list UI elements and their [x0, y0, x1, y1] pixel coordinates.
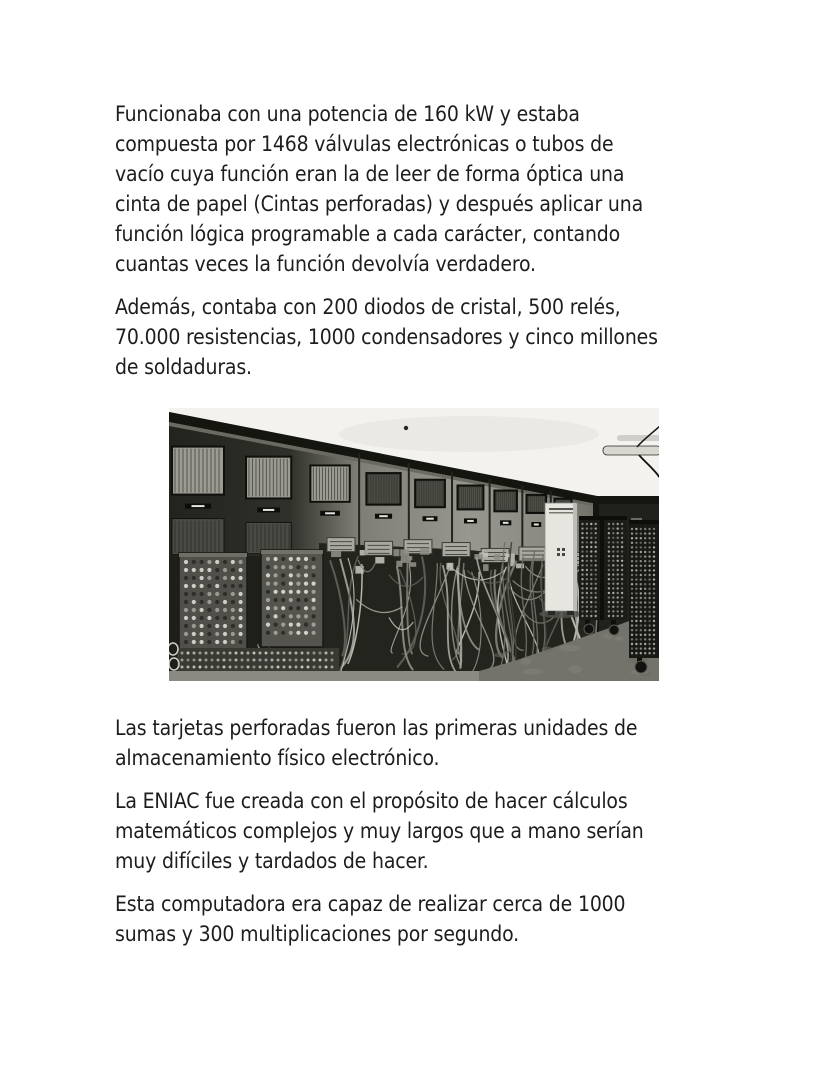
conclusion-text-block — [115, 713, 735, 962]
photo-ceiling-spot — [404, 426, 408, 430]
text-line: de soldaduras. — [115, 355, 252, 379]
text-line: Esta computadora era capaz de realizar cerca de 1000 — [115, 892, 626, 916]
text-line: muy difíciles y tardados de hacer. — [115, 849, 429, 873]
text-line: Funcionaba con una potencia de 160 kW y estaba — [115, 102, 580, 126]
text-line: función lógica programable a cada carácter, contando — [115, 222, 621, 246]
paragraph-components — [115, 292, 735, 382]
text-line: almacenamiento físico electrónico. — [115, 746, 440, 770]
text-line: sumas y 300 multiplicaciones por segundo. — [115, 922, 520, 946]
paragraph-punched-cards — [115, 713, 735, 773]
text-line: Además, contaba con 200 diodos de cristal, 500 relés, — [115, 295, 621, 319]
photo-ceiling-shading — [339, 416, 599, 452]
intro-text-block — [115, 99, 735, 395]
eniac-photo-illustration — [169, 408, 659, 681]
text-line: cuantas veces la función devolvía verdadero. — [115, 252, 536, 276]
text-line: compuesta por 1468 válvulas electrónicas o tubos de — [115, 132, 614, 156]
text-line: Las tarjetas perforadas fueron las primeras unidades de — [115, 716, 638, 740]
text-line: cinta de papel (Cintas perforadas) y después aplicar una — [115, 192, 644, 216]
photo-function-table-left — [179, 553, 247, 653]
eniac-photo — [169, 408, 659, 681]
paragraph-power-and-valves — [115, 99, 735, 279]
photo-white-cabinet — [539, 503, 583, 618]
photo-back-wall-cornice — [597, 496, 659, 504]
photo-floor-strip-left — [169, 671, 479, 681]
paragraph-performance — [115, 889, 735, 949]
text-line: matemáticos complejos y muy largos que a mano serían — [115, 819, 644, 843]
text-line: 70.000 resistencias, 1000 condensadores y cinco millones — [115, 325, 658, 349]
text-line: vacío cuya función eran la de leer de forma óptica una — [115, 162, 625, 186]
paragraph-purpose — [115, 786, 735, 876]
text-line: La ENIAC fue creada con el propósito de hacer cálculos — [115, 789, 628, 813]
